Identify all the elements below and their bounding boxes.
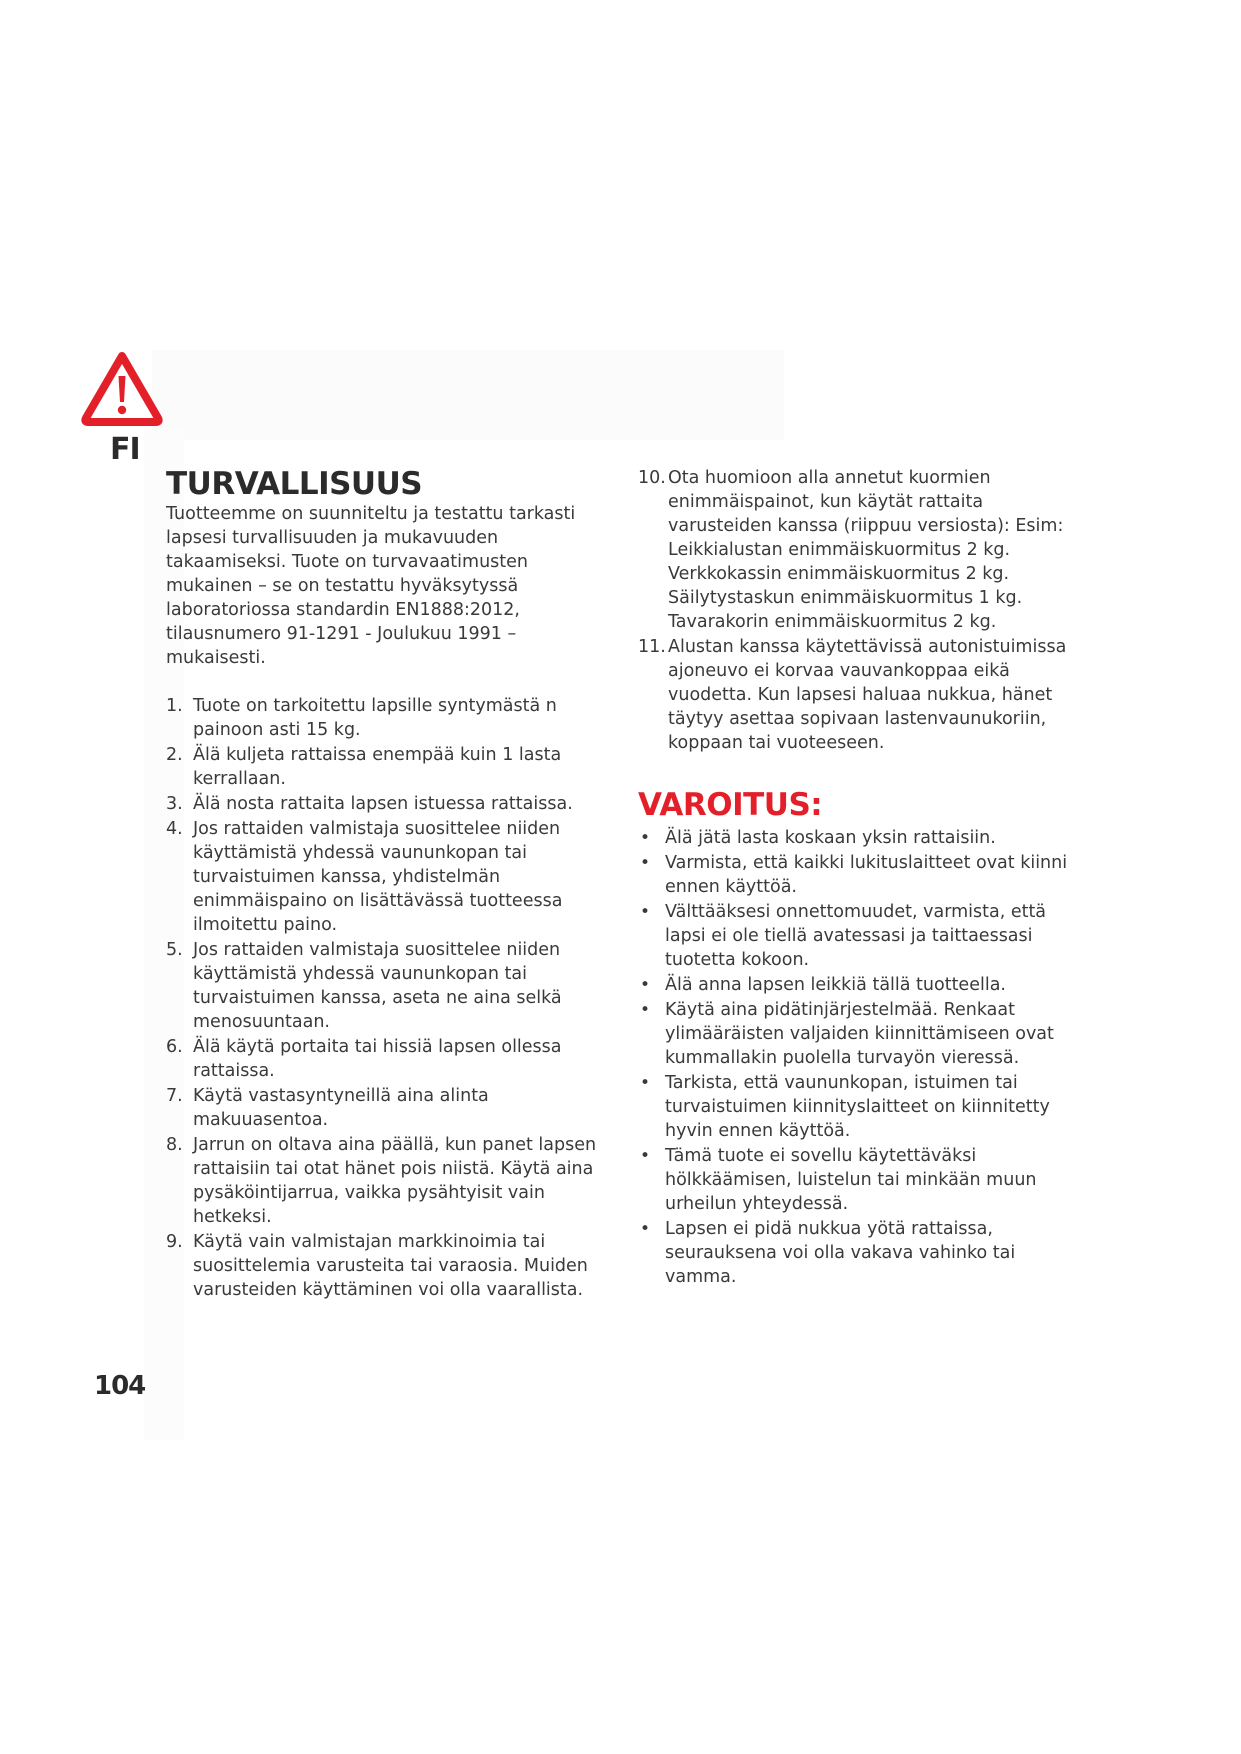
list-item: • Varmista, että kaikki lukituslaitteet ovat kiinni ennen käyttöä. xyxy=(640,853,1068,897)
faint-background-box xyxy=(152,350,784,440)
list-item: • Älä jätä lasta koskaan yksin rattaisiin. xyxy=(640,828,996,848)
safety-intro: Tuotteemme on suunniteltu ja testattu tarkasti lapsesi turvallisuuden ja mukavuuden takaamiseksi. Tuote on turvavaatimusten mukainen – se on testattu hyväksytyssä laboratoriossa standardin EN1888:2012, tilausnumero 91-1291 - Joulukuu 1991 – mukaisesti. xyxy=(166,504,576,668)
safety-heading: TURVALLISUUS xyxy=(166,466,423,502)
page-number: 104 xyxy=(94,1371,146,1401)
language-code: FI xyxy=(110,432,140,467)
list-item: 11. Alustan kanssa käytettävissä autonistuimissa ajoneuvo ei korvaa vauvankoppaa eikä vuodetta. Kun lapsesi haluaa nukkua, hänet täytyy asettaa sopivaan lastenvaunukoriin, koppaan tai vuoteeseen. xyxy=(638,637,1067,753)
list-item: • Lapsen ei pidä nukkua yötä rattaissa, seurauksena voi olla vakava vahinko tai vamma. xyxy=(640,1219,1016,1287)
right-column xyxy=(638,466,1078,1290)
list-item: 9. Käytä vain valmistajan markkinoimia tai suosittelemia varusteita tai varaosia. Muiden varusteiden käyttäminen voi olla vaarallista. xyxy=(166,1232,588,1300)
list-item: • Tarkista, että vaununkopan, istuimen tai turvaistuimen kiinnityslaitteet on kiinnitetty hyvin ennen käyttöä. xyxy=(640,1073,1050,1141)
list-item: 1. Tuote on tarkoitettu lapsille syntymästä n painoon asti 15 kg. xyxy=(166,696,557,740)
list-item: 4. Jos rattaiden valmistaja suosittelee niiden käyttämistä yhdessä vaununkopan tai turvaistuimen kanssa, yhdistelmän enimmäispaino on lisättävässä tuotteessa ilmoitettu paino. xyxy=(166,819,563,935)
list-item: 3. Älä nosta rattaita lapsen istuessa rattaissa. xyxy=(166,794,573,814)
list-item: • Tämä tuote ei sovellu käytettäväksi hölkkäämisen, luistelun tai minkään muun urheilun yhteydessä. xyxy=(640,1146,1037,1214)
list-item: • Älä anna lapsen leikkiä tällä tuotteella. xyxy=(640,975,1006,995)
safety-list-right xyxy=(638,466,1078,755)
list-item: 2. Älä kuljeta rattaissa enempää kuin 1 lasta kerrallaan. xyxy=(166,745,562,789)
left-column xyxy=(166,466,616,1303)
list-item: 10. Ota huomioon alla annetut kuormien enimmäispainot, kun käytät rattaita varusteiden kanssa (riippuu versiosta): Esim: Leikkialustan enimmäiskuormitus 2 kg. Verkkokassin enimmäiskuormitus 2 kg. Säilytystaskun enimmäiskuormitus 1 kg. Tavarakorin enimmäiskuormitus 2 kg. xyxy=(638,468,1064,632)
safety-list-left xyxy=(166,694,616,1302)
list-item: 8. Jarrun on oltava aina päällä, kun panet lapsen rattaisiin tai otat hänet pois niistä. Käytä aina pysäköintijarrua, vaikka pysähtyisit vain hetkeksi. xyxy=(166,1135,597,1227)
list-item: 7. Käytä vastasyntyneillä aina alinta makuuasentoa. xyxy=(166,1086,489,1130)
warning-list xyxy=(638,826,1078,1289)
list-item: • Välttääksesi onnettomuudet, varmista, että lapsi ei ole tiellä avatessasi ja taittaessasi tuotetta kokoon. xyxy=(640,902,1047,970)
warning-triangle-icon xyxy=(80,350,164,426)
list-item: • Käytä aina pidätinjärjestelmää. Renkaat ylimääräisten valjaiden kiinnittämiseen ovat kummallakin puolella turvayön vieressä. xyxy=(640,1000,1054,1068)
warning-heading: VAROITUS: xyxy=(638,787,823,823)
list-item: 6. Älä käytä portaita tai hissiä lapsen ollessa rattaissa. xyxy=(166,1037,562,1081)
list-item: 5. Jos rattaiden valmistaja suosittelee niiden käyttämistä yhdessä vaununkopan tai turvaistuimen kanssa, aseta ne aina selkä menosuuntaan. xyxy=(166,940,562,1032)
